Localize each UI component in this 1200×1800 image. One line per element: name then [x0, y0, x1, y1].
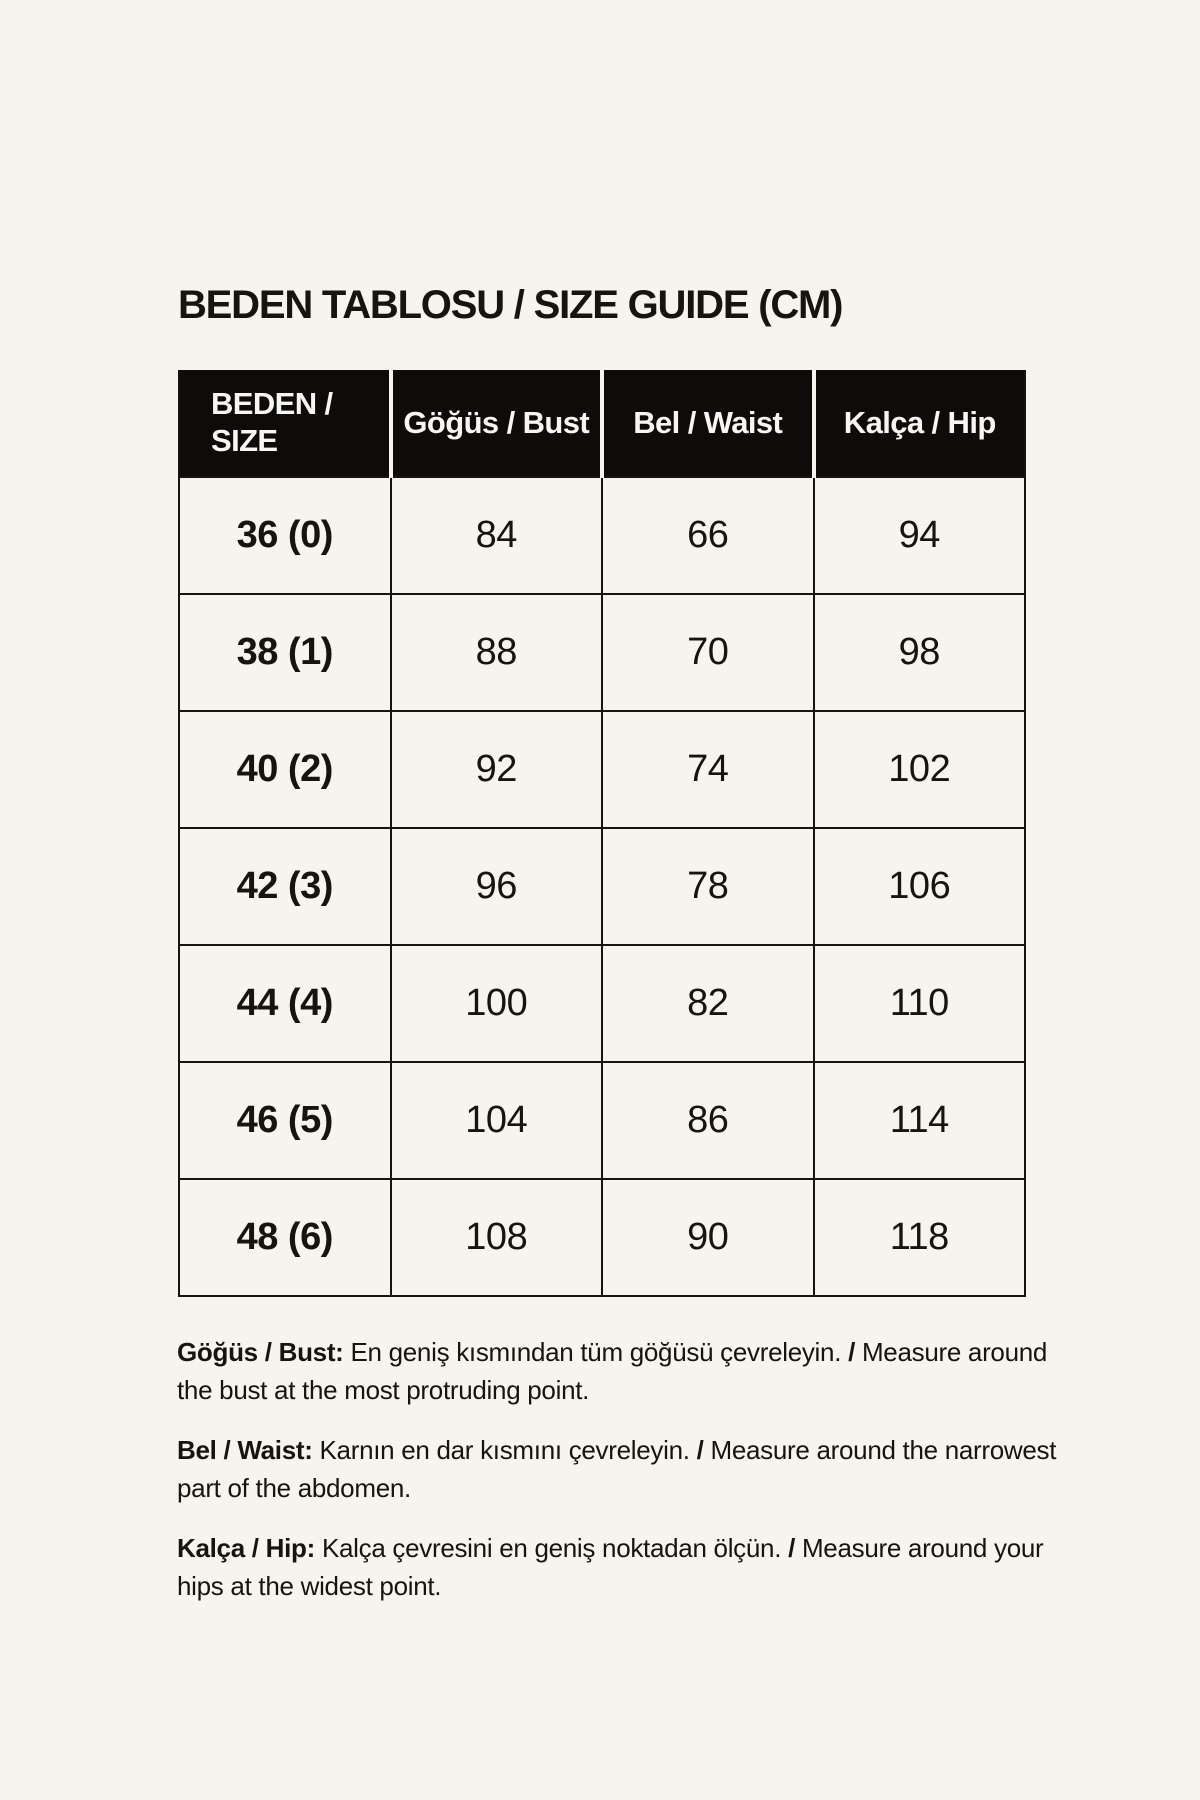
- size-table-body: [179, 477, 1025, 1296]
- note-separator: /: [788, 1533, 795, 1563]
- header-cell-bust: Göğüs / Bust: [391, 370, 603, 477]
- note-bust: [177, 1333, 1069, 1409]
- note-hip: [177, 1529, 1069, 1605]
- size-cell: 42 (3): [179, 828, 391, 945]
- bust-cell: 88: [391, 594, 603, 711]
- note-text-en: Measure around the narrowest part of the abdomen.: [177, 1435, 1057, 1503]
- bust-cell: 96: [391, 828, 603, 945]
- hip-cell: 114: [814, 1062, 1026, 1179]
- waist-cell: 86: [602, 1062, 814, 1179]
- waist-cell: 66: [602, 477, 814, 594]
- table-row: [179, 828, 1025, 945]
- waist-cell: 90: [602, 1179, 814, 1296]
- bust-cell: 108: [391, 1179, 603, 1296]
- note-separator: /: [848, 1337, 855, 1367]
- waist-cell: 78: [602, 828, 814, 945]
- hip-cell: 98: [814, 594, 1026, 711]
- bust-cell: 104: [391, 1062, 603, 1179]
- size-cell: 48 (6): [179, 1179, 391, 1296]
- note-separator: /: [696, 1435, 704, 1465]
- table-row: [179, 945, 1025, 1062]
- note-text-en: Measure around the bust at the most protruding point.: [177, 1337, 1048, 1405]
- measurement-notes: [177, 1333, 1069, 1605]
- waist-cell: 70: [602, 594, 814, 711]
- bust-cell: 92: [391, 711, 603, 828]
- note-text-tr: En geniş kısmından tüm göğüsü çevreleyin.: [350, 1337, 842, 1367]
- size-guide-table: [178, 370, 1026, 1297]
- header-cell-waist: Bel / Waist: [602, 370, 814, 477]
- bust-cell: 84: [391, 477, 603, 594]
- hip-cell: 102: [814, 711, 1026, 828]
- hip-cell: 106: [814, 828, 1026, 945]
- table-row: [179, 1179, 1025, 1296]
- header-cell-hip: Kalça / Hip: [814, 370, 1026, 477]
- note-text-tr: Kalça çevresini en geniş noktadan ölçün.: [321, 1533, 782, 1563]
- size-cell: 44 (4): [179, 945, 391, 1062]
- note-text-tr: Karnın en dar kısmını çevreleyin.: [319, 1435, 690, 1465]
- hip-cell: 110: [814, 945, 1026, 1062]
- note-waist: [177, 1431, 1069, 1507]
- table-row: [179, 711, 1025, 828]
- hip-cell: 118: [814, 1179, 1026, 1296]
- hip-cell: 94: [814, 477, 1026, 594]
- note-text-en: Measure around your hips at the widest point.: [177, 1533, 1044, 1601]
- waist-cell: 82: [602, 945, 814, 1062]
- size-cell: 38 (1): [179, 594, 391, 711]
- size-cell: 36 (0): [179, 477, 391, 594]
- note-label: Bel / Waist:: [177, 1435, 313, 1465]
- size-table-header: [179, 370, 1025, 477]
- header-cell-size: BEDEN / SIZE: [179, 370, 391, 477]
- note-label: Kalça / Hip:: [177, 1533, 315, 1563]
- bust-cell: 100: [391, 945, 603, 1062]
- page-title: BEDEN TABLOSU / SIZE GUIDE (CM): [178, 283, 843, 327]
- table-row: [179, 1062, 1025, 1179]
- table-row: [179, 594, 1025, 711]
- note-label: Göğüs / Bust:: [177, 1337, 344, 1367]
- size-cell: 46 (5): [179, 1062, 391, 1179]
- header-row: [179, 370, 1025, 477]
- size-cell: 40 (2): [179, 711, 391, 828]
- waist-cell: 74: [602, 711, 814, 828]
- table-row: [179, 477, 1025, 594]
